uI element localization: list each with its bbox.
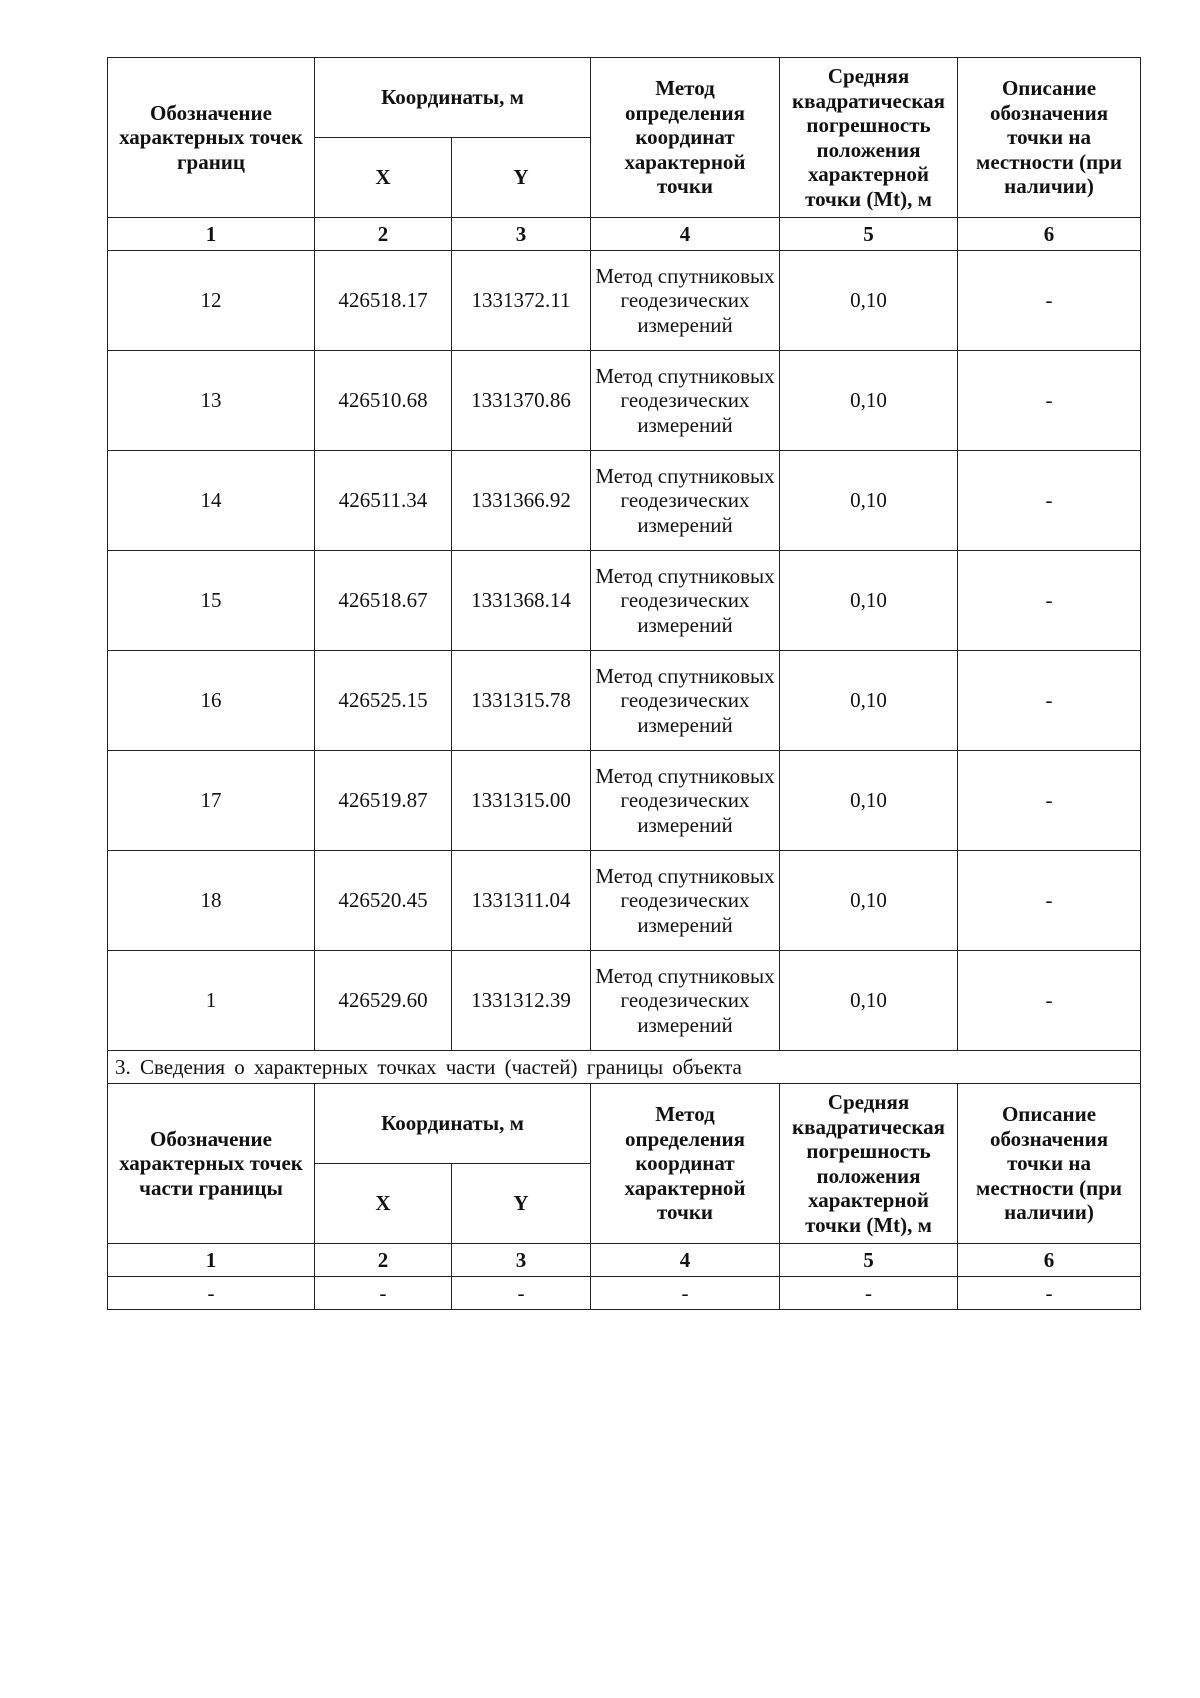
- table-row: [108, 551, 1141, 651]
- column-number: 1: [108, 1244, 315, 1277]
- cell-point: 1: [108, 951, 315, 1051]
- cell-description: -: [958, 1277, 1141, 1310]
- header-error: Средняя квадратическая погрешность положения характерной точки (Mt), м: [780, 1084, 958, 1244]
- header-point: Обозначение характерных точек границ: [108, 58, 315, 218]
- table1-column-numbers: [108, 218, 1141, 251]
- table-row: [108, 651, 1141, 751]
- column-number: 4: [591, 218, 780, 251]
- cell-y: -: [452, 1277, 591, 1310]
- header-method: Метод определения координат характерной точки: [591, 1084, 780, 1244]
- cell-error: 0,10: [780, 251, 958, 351]
- cell-x: 426520.45: [315, 851, 452, 951]
- header-error: Средняя квадратическая погрешность положения характерной точки (Mt), м: [780, 58, 958, 218]
- column-number: 2: [315, 218, 452, 251]
- header-x: X: [315, 1164, 452, 1244]
- table-row: [108, 751, 1141, 851]
- column-number: 3: [452, 1244, 591, 1277]
- cell-error: 0,10: [780, 651, 958, 751]
- cell-point: 17: [108, 751, 315, 851]
- header-coords: Координаты, м: [315, 58, 591, 138]
- table-row: [108, 1277, 1141, 1310]
- cell-x: 426518.67: [315, 551, 452, 651]
- column-number: 6: [958, 218, 1141, 251]
- cell-description: -: [958, 651, 1141, 751]
- cell-method: Метод спутниковых геодезических измерений: [591, 551, 780, 651]
- cell-x: 426529.60: [315, 951, 452, 1051]
- cell-x: 426511.34: [315, 451, 452, 551]
- table-row: [108, 451, 1141, 551]
- cell-method: Метод спутниковых геодезических измерений: [591, 851, 780, 951]
- cell-description: -: [958, 351, 1141, 451]
- cell-y: 1331315.00: [452, 751, 591, 851]
- cell-method: Метод спутниковых геодезических измерений: [591, 751, 780, 851]
- cell-point: 16: [108, 651, 315, 751]
- table-row: [108, 851, 1141, 951]
- cell-x: 426519.87: [315, 751, 452, 851]
- boundary-points-table: [107, 57, 1141, 1310]
- table-row: [108, 951, 1141, 1051]
- cell-method: Метод спутниковых геодезических измерений: [591, 951, 780, 1051]
- cell-x: 426525.15: [315, 651, 452, 751]
- cell-method: Метод спутниковых геодезических измерений: [591, 251, 780, 351]
- header-method: Метод определения координат характерной точки: [591, 58, 780, 218]
- cell-error: 0,10: [780, 551, 958, 651]
- section3-title: 3. Сведения о характерных точках части (частей) границы объекта: [108, 1051, 1141, 1084]
- table2-header-row: [108, 1084, 1141, 1164]
- cell-y: 1331368.14: [452, 551, 591, 651]
- cell-method: Метод спутниковых геодезических измерений: [591, 351, 780, 451]
- cell-point: 13: [108, 351, 315, 451]
- cell-description: -: [958, 751, 1141, 851]
- header-coords: Координаты, м: [315, 1084, 591, 1164]
- header-y: Y: [452, 1164, 591, 1244]
- cell-description: -: [958, 251, 1141, 351]
- cell-error: 0,10: [780, 451, 958, 551]
- cell-point: -: [108, 1277, 315, 1310]
- cell-y: 1331311.04: [452, 851, 591, 951]
- table-row: [108, 251, 1141, 351]
- header-y: Y: [452, 138, 591, 218]
- cell-y: 1331372.11: [452, 251, 591, 351]
- table-row: [108, 351, 1141, 451]
- cell-point: 14: [108, 451, 315, 551]
- column-number: 3: [452, 218, 591, 251]
- cell-y: 1331315.78: [452, 651, 591, 751]
- column-number: 1: [108, 218, 315, 251]
- cell-point: 18: [108, 851, 315, 951]
- cell-x: 426510.68: [315, 351, 452, 451]
- cell-x: -: [315, 1277, 452, 1310]
- cell-method: -: [591, 1277, 780, 1310]
- table1-header-row: [108, 58, 1141, 138]
- cell-error: -: [780, 1277, 958, 1310]
- column-number: 4: [591, 1244, 780, 1277]
- cell-method: Метод спутниковых геодезических измерений: [591, 451, 780, 551]
- cell-method: Метод спутниковых геодезических измерений: [591, 651, 780, 751]
- table2-column-numbers: [108, 1244, 1141, 1277]
- header-description: Описание обозначения точки на местности (при наличии): [958, 1084, 1141, 1244]
- cell-error: 0,10: [780, 851, 958, 951]
- column-number: 6: [958, 1244, 1141, 1277]
- cell-description: -: [958, 951, 1141, 1051]
- section3-row: [108, 1051, 1141, 1084]
- cell-y: 1331370.86: [452, 351, 591, 451]
- header-x: X: [315, 138, 452, 218]
- column-number: 5: [780, 1244, 958, 1277]
- cell-x: 426518.17: [315, 251, 452, 351]
- column-number: 2: [315, 1244, 452, 1277]
- cell-error: 0,10: [780, 351, 958, 451]
- cell-error: 0,10: [780, 951, 958, 1051]
- cell-point: 12: [108, 251, 315, 351]
- header-description: Описание обозначения точки на местности (при наличии): [958, 58, 1141, 218]
- cell-y: 1331312.39: [452, 951, 591, 1051]
- cell-description: -: [958, 551, 1141, 651]
- cell-description: -: [958, 451, 1141, 551]
- column-number: 5: [780, 218, 958, 251]
- header-point: Обозначение характерных точек части границы: [108, 1084, 315, 1244]
- cell-description: -: [958, 851, 1141, 951]
- cell-y: 1331366.92: [452, 451, 591, 551]
- cell-error: 0,10: [780, 751, 958, 851]
- cell-point: 15: [108, 551, 315, 651]
